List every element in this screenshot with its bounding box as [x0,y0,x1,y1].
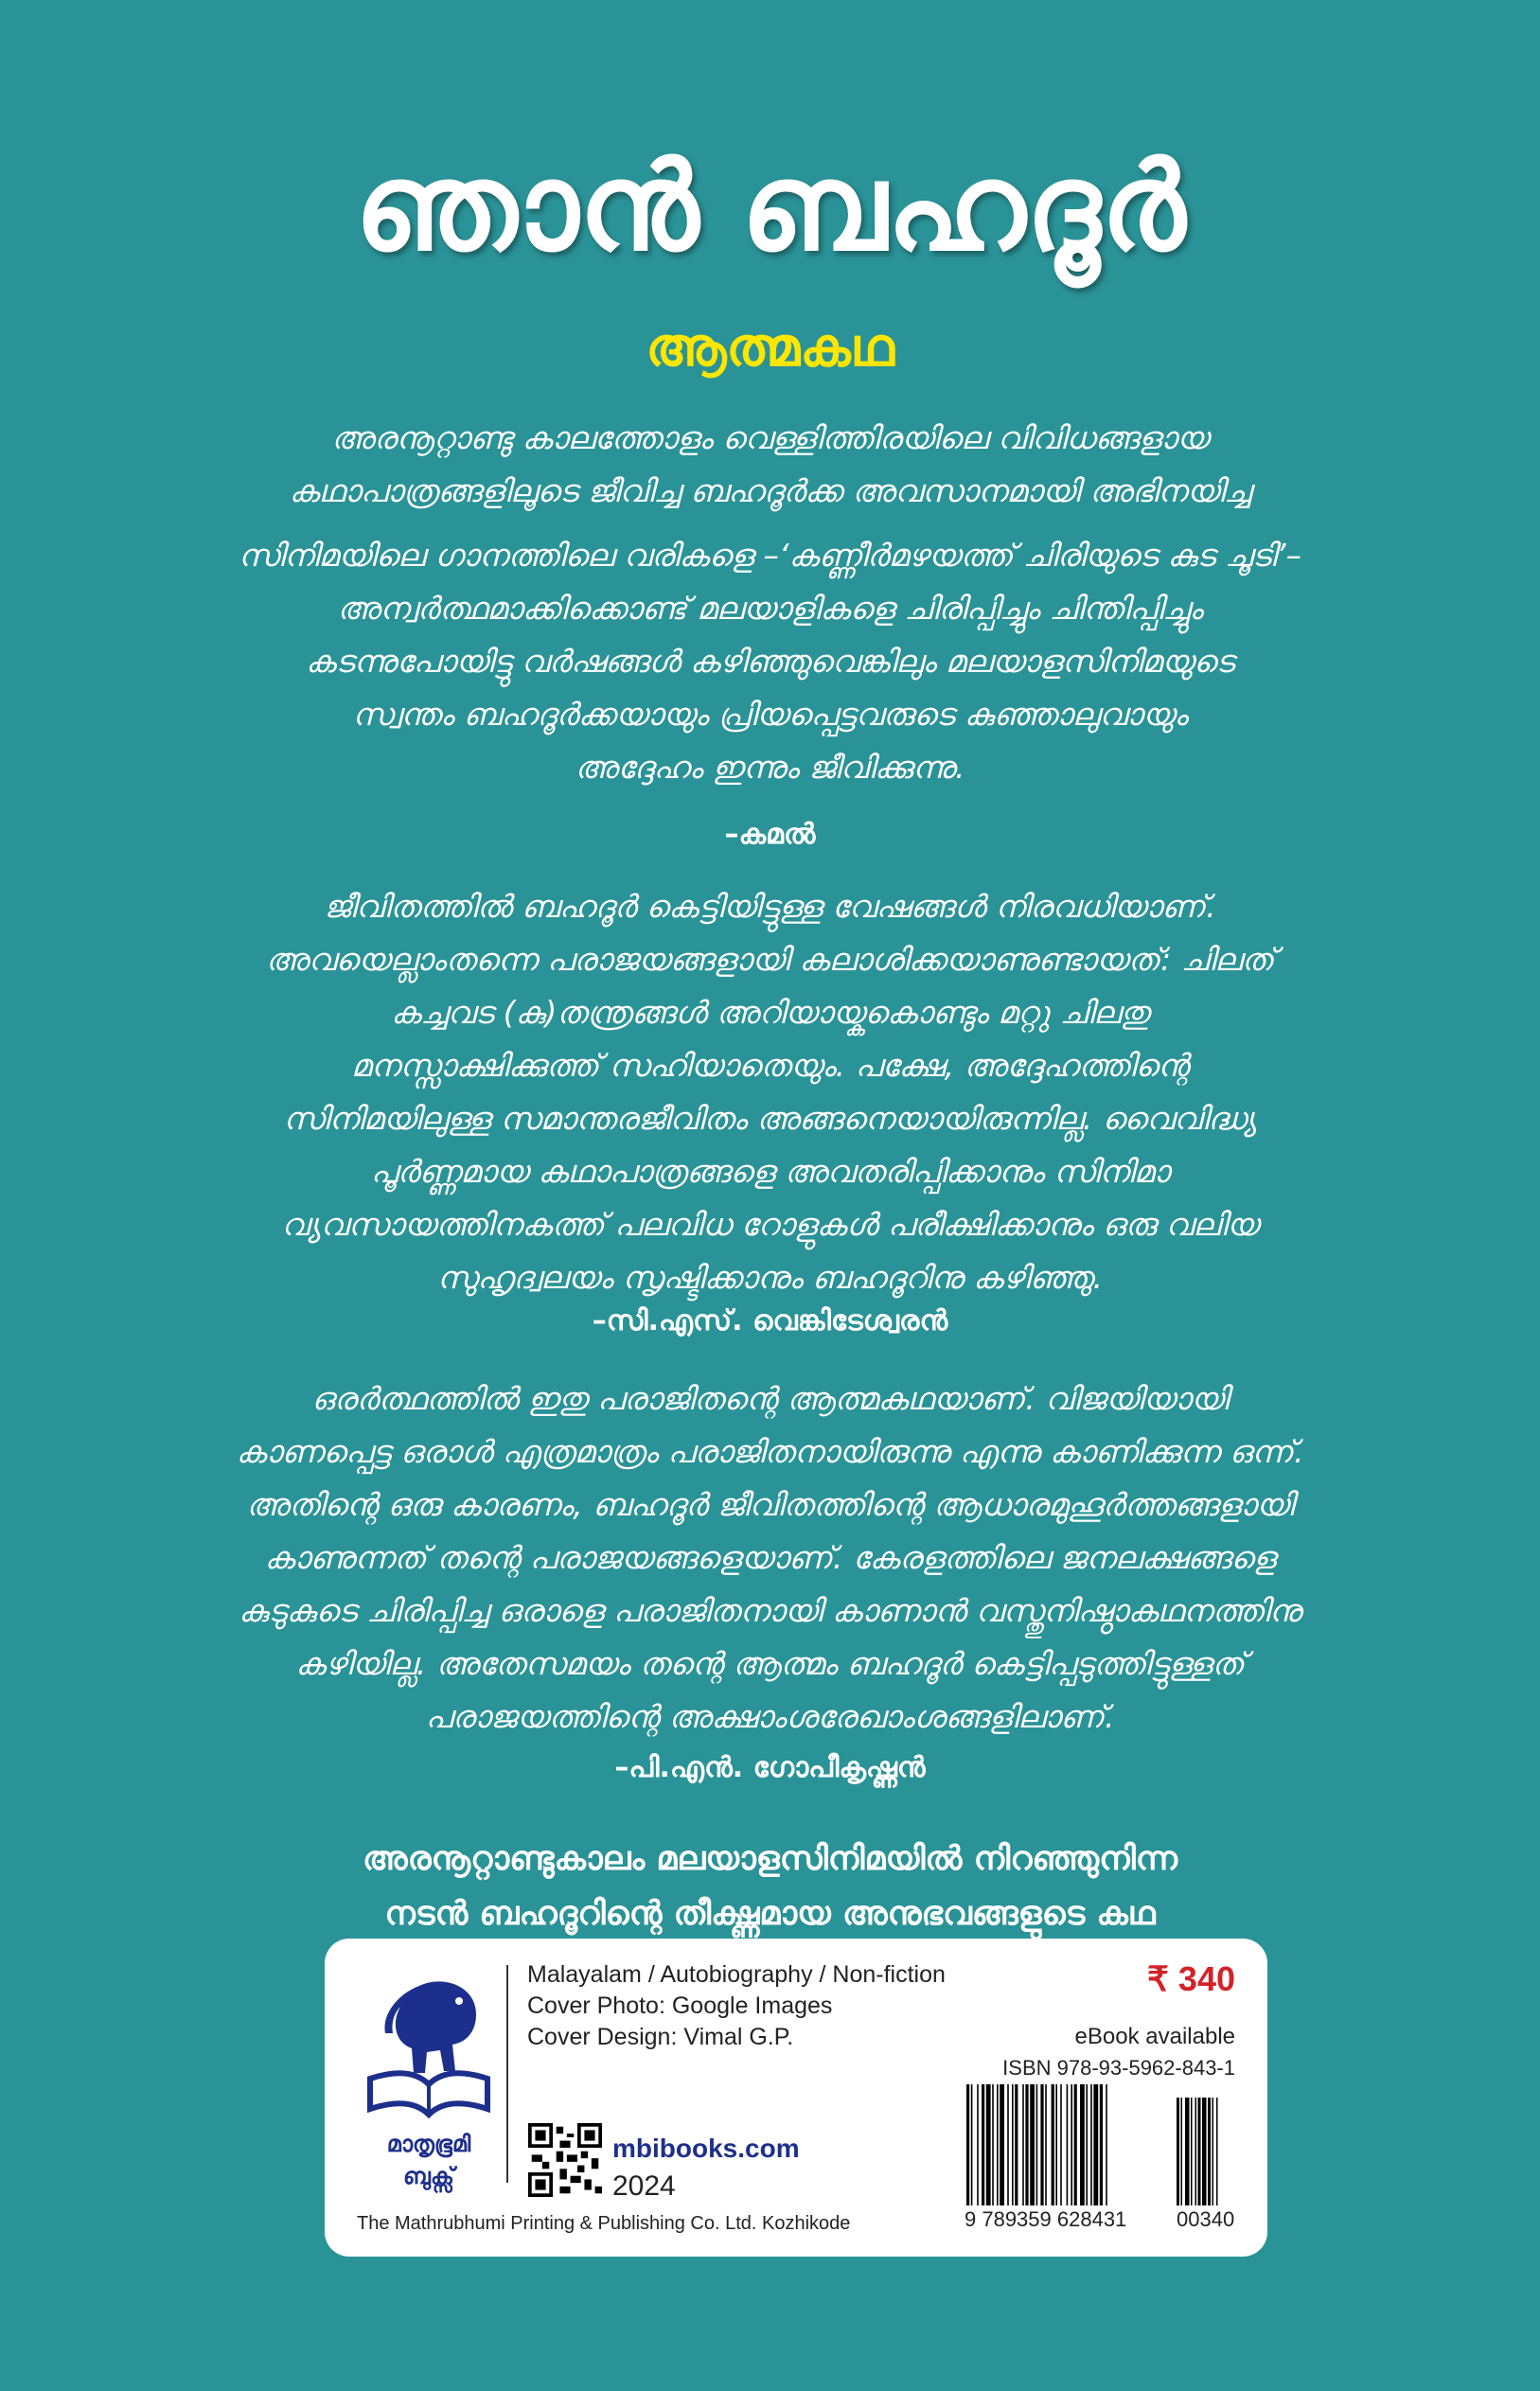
website-link[interactable]: mbibooks.com [612,2134,800,2163]
publisher-name: The Mathrubhumi Printing & Publishing Co. Ltd. Kozhikode [357,2213,851,2234]
blurb-line: അതിന്റെ ഒരു കാരണം, ബഹദൂർ ജീവിതത്തിന്റെ ആധാരമുഹൂർത്തങ്ങളായി [246,1486,1294,1523]
blurb-line: അന്വർത്ഥമാക്കിക്കൊണ്ട് മലയാളികളെ ചിരിപ്പിച്ചും ചിന്തിപ്പിച്ചും [337,590,1203,627]
blurb-line: അവയെല്ലാംതന്നെ പരാജയങ്ങളായി കലാശിക്കയാണുണ്ടായത്: ചിലത് [265,941,1275,978]
isbn: ISBN 978-93-5962-843-1 [1002,2056,1235,2080]
divider [506,1965,508,2183]
blurb-line: വ്യവസായത്തിനകത്ത് പലവിധ റോളുകൾ പരീക്ഷിക്കാനും ഒരു വലിയ [281,1206,1259,1243]
logo-line: മാതൃഭൂമി [386,2131,471,2157]
blurb-line: സുഹൃദ്വലയം സൃഷ്ടിക്കാനും ബഹദൂറിനു കഴിഞ്ഞു. [436,1259,1104,1296]
elephant-book-icon [353,1967,504,2128]
blurb-line: മനസ്സാക്ഷിക്കുത്ത് സഹിയാതെയും. പക്ഷേ, അദ്ദേഹത്തിന്റെ [351,1047,1189,1084]
price: ₹ 340 [1147,1959,1235,1998]
publisher-logo-text [353,2128,504,2192]
blurb-line: കാണപ്പെട്ട ഒരാൾ എത്രമാത്രം പരാജിതനായിരുന്നു എന്നു കാണിക്കുന്ന ഒന്ന്. [236,1433,1304,1470]
blurb-line: അരനൂറ്റാണ്ടു കാലത്തോളം വെള്ളിത്തിരയിലെ വിവിധങ്ങളായ [331,419,1209,456]
barcode-icon [965,2084,1239,2205]
blurb-author-1: –കമൽ [724,818,816,851]
book-details [527,1959,946,2053]
blurb-author-2: –സി.എസ്. വെങ്കിടേശ്വരൻ [592,1304,948,1337]
blurb-line: സിനിമയിലുള്ള സമാന്തരജീവിതം അങ്ങനെയായിരുന്നില്ല. വൈവിദ്ധ്യ [283,1100,1257,1137]
tagline-line: നടൻ ബഹദൂറിന്റെ തീക്ഷ്ണമായ അനുഭവങ്ങളുടെ കഥ [384,1895,1156,1933]
book-subtitle: ആത്മകഥ [646,317,894,379]
blurb-line: പൂർണ്ണമായ കഥാപാത്രങ്ങളെ അവതരിപ്പിക്കാനും സിനിമാ [370,1153,1170,1190]
qr-code-icon [528,2123,602,2197]
blurb-line: കച്ചവട (കു)തന്ത്രങ്ങൾ അറിയായ്കകൊണ്ടും മറ്റു ചിലതു [391,994,1149,1031]
blurb-line: കടന്നുപോയിട്ടു വർഷങ്ങൾ കഴിഞ്ഞുവെങ്കിലും മലയാളസിനിമയുടെ [305,643,1234,680]
cover-design-credit: Cover Design: Vimal G.P. [527,2024,794,2050]
barcode-number: 9 789359 628431 [965,2207,1127,2231]
blurb-line: ഒരർത്ഥത്തിൽ ഇതു പരാജിതന്റെ ആത്മകഥയാണ്. വിജയിയായി [311,1380,1229,1417]
genre-text: Malayalam / Autobiography / Non-fiction [527,1961,946,1988]
tagline-line: അരനൂറ്റാണ്ടുകാലം മലയാളസിനിമയിൽ നിറഞ്ഞുനിന്ന [363,1840,1177,1878]
blurb-1 [104,412,1436,794]
logo-line: ബുക്സ് [403,2163,454,2189]
blurb-2 [104,880,1436,1304]
info-panel [325,1939,1267,2257]
blurb-line: അദ്ദേഹം ഇന്നും ജീവിക്കുന്നു. [575,749,965,786]
barcode-addon-number: 00340 [1177,2207,1235,2231]
cover-photo-credit: Cover Photo: Google Images [527,1992,833,2019]
blurb-author-3: –പി.എൻ. ഗോപീകൃഷ്ണൻ [614,1751,926,1784]
ebook-availability: eBook available [1074,2024,1235,2049]
blurb-line: കഴിയില്ല. അതേസമയം തന്റെ ആത്മം ബഹദൂർ കെട്ടിപ്പടുത്തിട്ടുള്ളത് [295,1645,1245,1682]
blurb-line: കഥാപാത്രങ്ങളിലൂടെ ജീവിച്ച ബഹദൂർക്ക അവസാനമായി അഭിനയിച്ച [289,472,1251,509]
blurb-line: സിനിമയിലെ ഗാനത്തിലെ വരികളെ –‘കണ്ണീർമഴയത്ത് ചിരിയുടെ കുട ചൂടി’– [238,537,1302,574]
tagline [0,1832,1540,1941]
blurb-line: സ്വന്തം ബഹദൂർക്കയായും പ്രിയപ്പെട്ടവരുടെ കുഞ്ഞാലുവായും [352,696,1188,733]
blurb-line: ജീവിതത്തിൽ ബഹദൂർ കെട്ടിയിട്ടുള്ള വേഷങ്ങൾ നിരവധിയാണ്. [324,888,1216,925]
blurb-line: കാണുന്നത് തന്റെ പരാജയങ്ങളെയാണ്. കേരളത്തിലെ ജനലക്ഷങ്ങളെ [264,1539,1276,1576]
blurb-line: കുടുകുടെ ചിരിപ്പിച്ച ഒരാളെ പരാജിതനായി കാണാൻ വസ്തുനിഷ്ഠാകഥനത്തിനു [239,1592,1301,1629]
blurb-3 [104,1373,1436,1744]
book-title: ഞാൻ ബഹദൂർ [354,137,1186,278]
publication-year: 2024 [612,2170,676,2202]
blurb-line: പരാജയത്തിന്റെ അക്ഷാംശരേഖാംശങ്ങളിലാണ്. [425,1698,1115,1735]
